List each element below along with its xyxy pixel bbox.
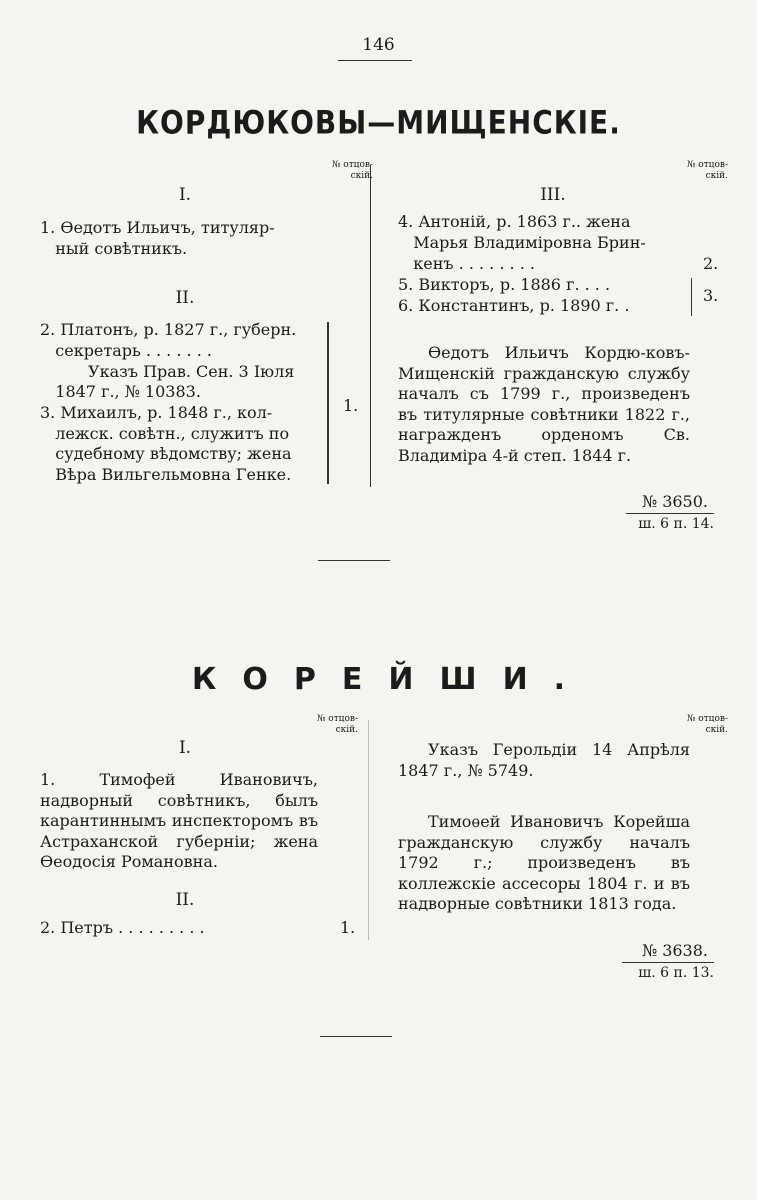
- entry-3-line2: лежск. совѣтн., служитъ по: [40, 424, 290, 443]
- father-ref-petr: 1.: [340, 918, 356, 937]
- entry-2-line4: 1847 г., № 10383.: [40, 382, 201, 401]
- entry-1: 1. Ѳедотъ Ильичъ, титуляр- ный совѣтникъ.: [40, 218, 275, 258]
- entry-3-line4: Вѣра Вильгельмовна Генке.: [40, 465, 292, 484]
- column-header-right: № отцов- скій.: [686, 160, 728, 181]
- biography-kordyukov: Ѳедотъ Ильичъ Кордю-ковъ-Мищенскій гражданскую службу началъ съ 1799 г., произведенъ въ титулярные совѣтники 1822 г., награжденъ орденомъ Св. Владиміра 4-й степ. 1844 г.: [398, 343, 690, 465]
- column-divider-2: [368, 720, 369, 940]
- generation-i: I.: [178, 185, 192, 205]
- entry-2-line1: 2. Платонъ, р. 1827 г., губерн.: [40, 320, 297, 339]
- section-separator-1: [318, 560, 390, 561]
- section-title-kordyukovy: КОРДЮКОВЫ—МИЩЕНСКІЕ.: [136, 103, 621, 142]
- page-number: 146: [362, 35, 395, 55]
- entry-2-line2: секретарь . . . . . . .: [40, 341, 212, 360]
- entry-6: 6. Константинъ, р. 1890 г. .: [398, 296, 630, 315]
- ukaz-geroldii: Указъ Герольдіи 14 Апрѣля 1847 г., № 5749.: [398, 740, 690, 780]
- generation-ii: II.: [175, 288, 195, 308]
- column-header-left: № отцов- скій.: [331, 160, 373, 181]
- column-divider: [370, 165, 371, 487]
- section-separator-2: [320, 1036, 392, 1037]
- page-number-rule: [338, 60, 412, 61]
- brace-entries-2-3: [327, 322, 329, 484]
- reference-sheet-2: ш. 6 п. 13.: [638, 965, 714, 981]
- entry-3-line1: 3. Михаилъ, р. 1848 г., кол-: [40, 403, 273, 422]
- entry-5: 5. Викторъ, р. 1886 г. . . .: [398, 275, 611, 294]
- father-ref-entry-4: 2.: [703, 254, 719, 273]
- father-ref-entries-2-3: 1.: [343, 396, 359, 415]
- reference-number-2: № 3638.: [641, 941, 708, 960]
- entry-3-line3: судебному вѣдомству; жена: [40, 444, 292, 463]
- generation-iii: III.: [540, 185, 566, 205]
- entry-4-line3: кенъ . . . . . . . .: [398, 254, 535, 273]
- column-header-left-2: № отцов- скій.: [316, 714, 358, 735]
- column-header-right-2: № отцов- скій.: [686, 714, 728, 735]
- brace-entries-5-6: [691, 278, 692, 316]
- father-ref-entries-5-6: 3.: [703, 286, 719, 305]
- reference-number: № 3650.: [641, 492, 708, 511]
- biography-koreisha: Тимоѳей Ивановичъ Корейша гражданскую службу началъ 1792 г.; произведенъ въ коллежскіе ассесоры 1804 г. и въ надворные совѣтники 1813 года.: [398, 812, 690, 913]
- generation-i-2: I.: [178, 738, 192, 758]
- entry-1-timofei: 1. Тимофей Ивановичъ, надворный совѣтникъ, былъ карантиннымъ инспекторомъ въ Астраханской губерніи; жена Ѳеодосія Романовна.: [40, 770, 318, 871]
- entry-2-petr: 2. Петръ . . . . . . . . .: [40, 918, 205, 937]
- reference-sheet: ш. 6 п. 14.: [638, 516, 714, 532]
- generation-ii-2: II.: [175, 890, 195, 910]
- section-title-koreishi: КОРЕЙШИ.: [191, 662, 592, 697]
- entry-4-line1: 4. Антоній, р. 1863 г.. жена: [398, 212, 631, 231]
- entry-4-line2: Марья Владиміровна Брин-: [398, 233, 646, 252]
- entry-2-ukaz: Указъ Прав. Сен. 3 Іюля: [88, 362, 295, 381]
